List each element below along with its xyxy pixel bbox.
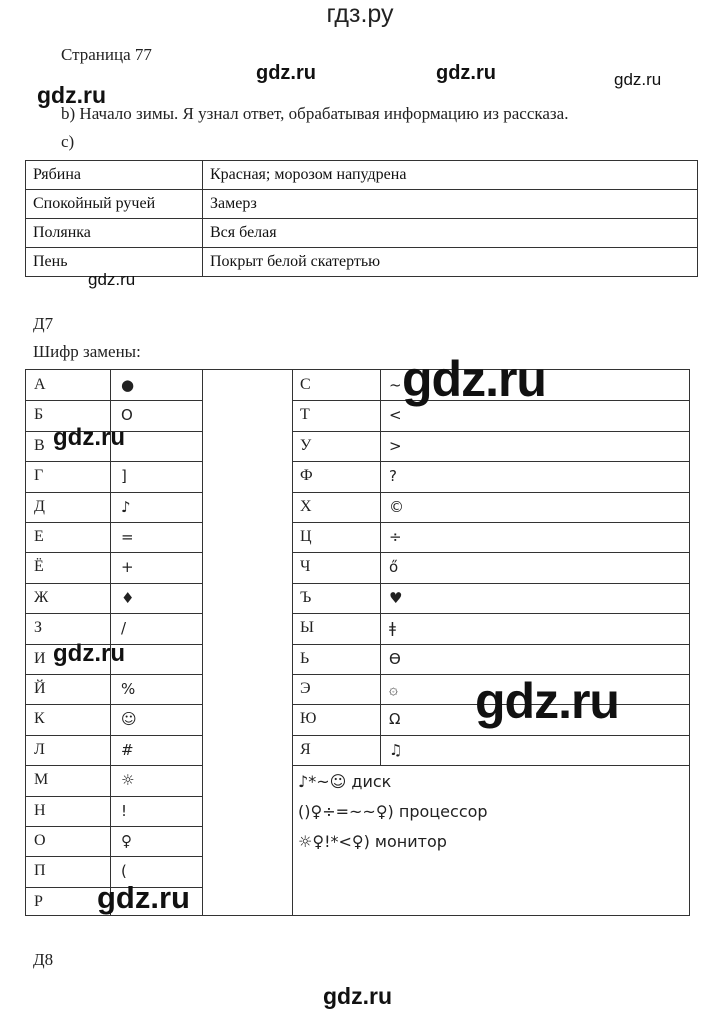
cipher-symbol: # bbox=[121, 740, 134, 759]
cipher-letter: Б bbox=[34, 406, 44, 424]
cipher-letter: Ц bbox=[300, 528, 312, 545]
cipher-letter: О bbox=[34, 832, 46, 849]
cipher-letter: Д bbox=[34, 497, 45, 515]
cipher-symbol: ♪ bbox=[121, 497, 131, 516]
table-row bbox=[26, 190, 698, 219]
cipher-symbol: = bbox=[121, 528, 134, 546]
cipher-symbol: ÷ bbox=[389, 528, 402, 546]
cipher-letter: Н bbox=[34, 801, 46, 819]
cipher-note: ☼♀!*<♀) монитор bbox=[298, 832, 447, 851]
cipher-letter: Ю bbox=[300, 710, 317, 728]
cipher-symbol: ♀ bbox=[121, 832, 132, 850]
cipher-symbol: ● bbox=[121, 376, 135, 394]
cipher-letter: Ь bbox=[300, 649, 310, 667]
cipher-symbol: > bbox=[389, 436, 402, 455]
watermark: gdz.ru bbox=[37, 82, 106, 108]
cipher-letter: Ъ bbox=[300, 588, 312, 606]
cipher-letter: Э bbox=[300, 680, 311, 697]
table-cell: Спокойный ручей bbox=[26, 190, 203, 219]
cipher-note: ♪*~☺ диск bbox=[298, 772, 392, 791]
cipher-letter: Е bbox=[34, 528, 44, 545]
cipher-symbol: / bbox=[121, 619, 127, 638]
cipher-letter: У bbox=[300, 436, 312, 454]
watermark: gdz.ru bbox=[97, 880, 190, 915]
watermark: gdz.ru bbox=[53, 640, 125, 667]
cipher-title: Шифр замены: bbox=[33, 342, 141, 361]
cipher-letter: Р bbox=[34, 892, 43, 910]
cipher-symbol: Ω bbox=[389, 710, 401, 729]
task7-label: Д7 bbox=[33, 314, 54, 333]
table-cell: Вся белая bbox=[203, 219, 698, 248]
cipher-symbol: ! bbox=[121, 801, 128, 820]
watermark: gdz.ru bbox=[436, 62, 496, 84]
table-row bbox=[26, 161, 698, 190]
cipher-letter: М bbox=[34, 771, 49, 789]
table-cell: Полянка bbox=[26, 219, 203, 248]
cipher-letter: Т bbox=[300, 406, 310, 424]
cipher-symbol: ♦ bbox=[121, 588, 135, 607]
cipher-symbol: < bbox=[389, 406, 402, 425]
characteristics-table bbox=[25, 160, 698, 277]
cipher-letter: Ё bbox=[34, 558, 44, 576]
page-label: Страница 77 bbox=[61, 45, 152, 64]
cipher-symbol: © bbox=[389, 497, 404, 516]
cipher-letter: Х bbox=[300, 497, 312, 515]
cipher-note: ()♀÷=~~♀) процессор bbox=[298, 802, 488, 821]
cipher-symbol: Ɵ bbox=[389, 649, 401, 668]
watermark: gdz.ru bbox=[402, 351, 546, 407]
cipher-letter: Г bbox=[34, 467, 44, 485]
watermark: gdz.ru bbox=[256, 62, 316, 84]
cipher-symbol: ♥ bbox=[389, 588, 403, 607]
cipher-symbol: ☼ bbox=[121, 771, 135, 790]
cipher-symbol: ] bbox=[121, 467, 127, 486]
cipher-symbol: + bbox=[121, 558, 134, 577]
table-cell: Пень bbox=[26, 248, 203, 277]
table-row bbox=[26, 219, 698, 248]
cipher-letter: В bbox=[34, 436, 45, 454]
cipher-symbol: ☺ bbox=[121, 710, 137, 729]
cipher-letter: Й bbox=[34, 680, 46, 697]
answer-c: c) bbox=[61, 132, 75, 151]
cipher-letter: А bbox=[34, 376, 46, 393]
cipher-letter: С bbox=[300, 376, 311, 393]
watermark: gdz.ru bbox=[323, 983, 392, 1009]
table-cell: Красная; морозом напудрена bbox=[203, 161, 698, 190]
cipher-letter: Ы bbox=[300, 619, 314, 637]
cipher-letter: Л bbox=[34, 740, 45, 758]
cipher-symbol: % bbox=[121, 680, 136, 698]
cipher-letter: К bbox=[34, 710, 45, 728]
cipher-letter: З bbox=[34, 619, 43, 637]
cipher-letter: Ж bbox=[34, 588, 49, 606]
watermark: gdz.ru bbox=[88, 270, 136, 289]
cipher-symbol: ♫ bbox=[389, 740, 403, 759]
cipher-letter: И bbox=[34, 649, 46, 667]
cipher-symbol: O bbox=[121, 406, 133, 425]
watermark: gdz.ru bbox=[53, 424, 125, 451]
cipher-symbol: ǂ bbox=[389, 619, 396, 638]
watermark: gdz.ru bbox=[475, 673, 619, 729]
cipher-symbol: ~ bbox=[389, 376, 402, 394]
cipher-letter: Ч bbox=[300, 558, 311, 576]
answer-b: b) Начало зимы. Я узнал ответ, обрабатывая информацию из рассказа. bbox=[61, 104, 569, 123]
cipher-symbol: ۞ bbox=[389, 680, 398, 698]
table-cell: Покрыт белой скатертью bbox=[203, 248, 698, 277]
cipher-symbol: ő bbox=[389, 558, 399, 577]
watermark: gdz.ru bbox=[614, 70, 662, 89]
cipher-symbol: ? bbox=[389, 467, 397, 486]
site-header: гдз.ру bbox=[326, 0, 394, 28]
cipher-letter: П bbox=[34, 862, 46, 880]
task8-label: Д8 bbox=[33, 950, 54, 969]
cipher-symbol: ( bbox=[121, 862, 127, 881]
cipher-letter: Я bbox=[300, 740, 311, 758]
cipher-letter: Ф bbox=[300, 467, 313, 485]
table-cell: Рябина bbox=[26, 161, 203, 190]
table-cell: Замерз bbox=[203, 190, 698, 219]
